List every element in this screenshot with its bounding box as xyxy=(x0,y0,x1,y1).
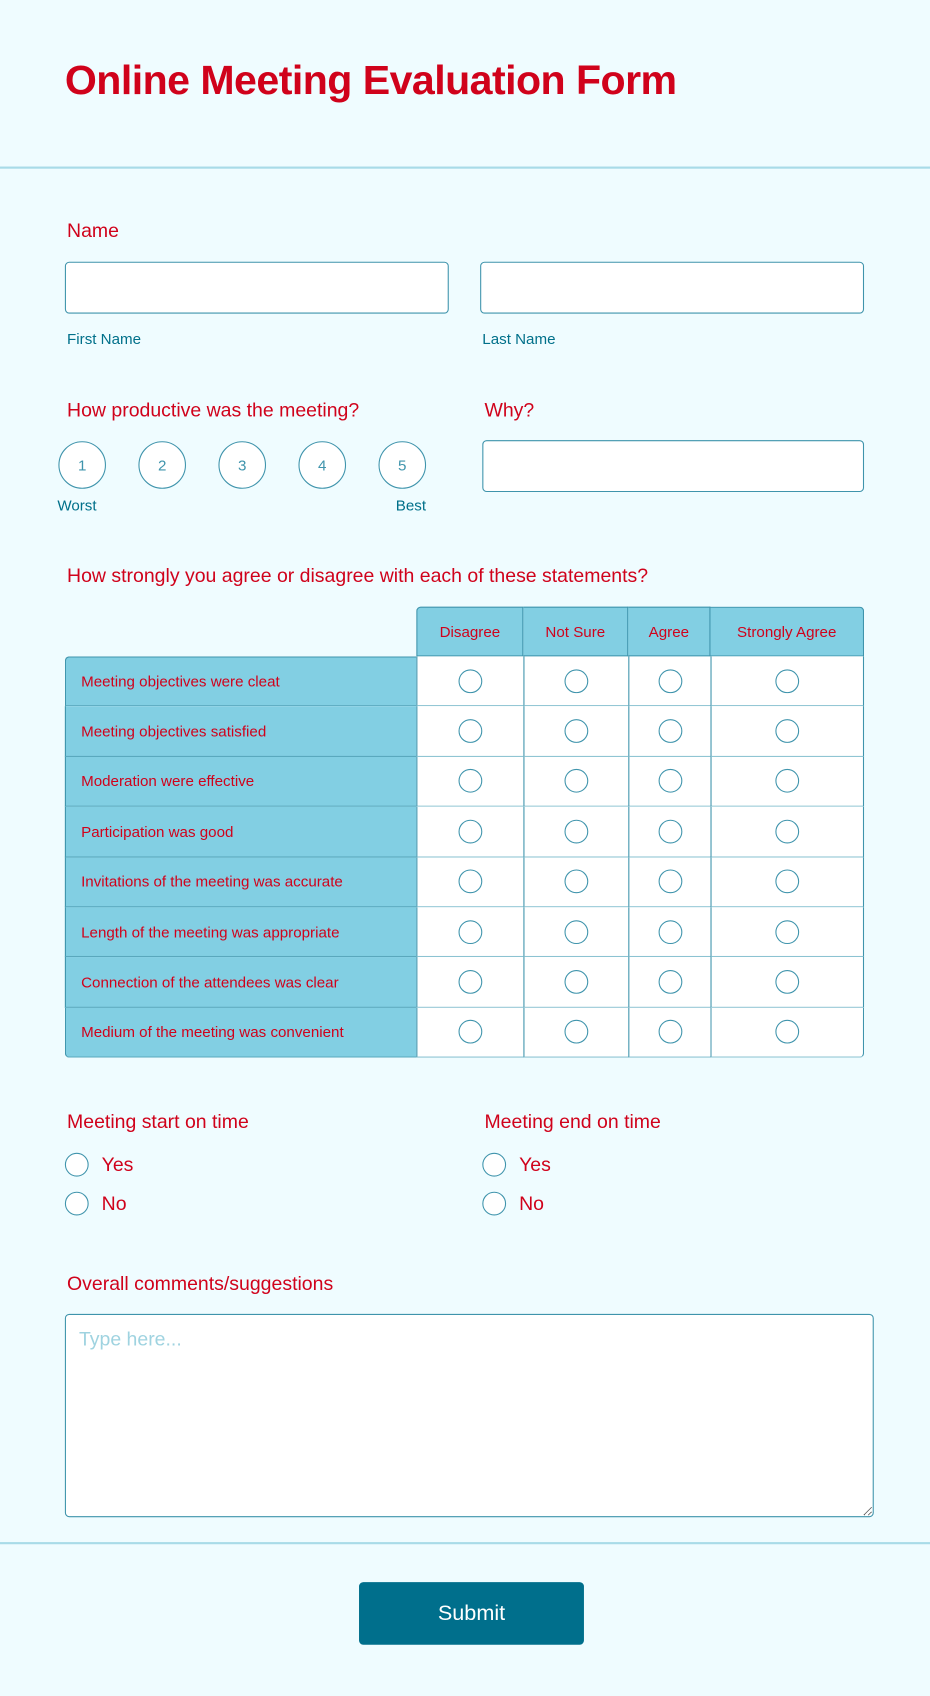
radio-icon[interactable] xyxy=(459,669,483,693)
matrix-cell[interactable] xyxy=(416,957,523,1007)
matrix-row xyxy=(65,757,864,807)
radio-icon[interactable] xyxy=(775,719,799,743)
row-label: Medium of the meeting was convenient xyxy=(65,1008,416,1058)
radio-icon[interactable] xyxy=(775,870,799,894)
end-yes-option[interactable]: Yes xyxy=(482,1153,551,1177)
radio-icon[interactable] xyxy=(564,1020,588,1044)
comments-textarea[interactable] xyxy=(65,1314,874,1517)
radio-icon[interactable] xyxy=(658,820,682,844)
agreement-matrix xyxy=(65,607,864,1058)
matrix-label: How strongly you agree or disagree with each of these statements? xyxy=(67,564,649,587)
rating-min-label: Worst xyxy=(57,496,97,514)
productive-label: How productive was the meeting? xyxy=(67,399,360,421)
row-label: Moderation were effective xyxy=(65,757,416,807)
column-header: Strongly Agree xyxy=(710,607,864,657)
matrix-cell[interactable] xyxy=(416,757,523,807)
start-on-time-label: Meeting start on time xyxy=(67,1110,249,1133)
radio-icon[interactable] xyxy=(658,769,682,793)
end-on-time-label: Meeting end on time xyxy=(484,1110,661,1133)
matrix-cell[interactable] xyxy=(628,857,710,907)
matrix-cell[interactable] xyxy=(416,907,523,957)
radio-icon[interactable] xyxy=(658,870,682,894)
radio-icon[interactable] xyxy=(564,669,588,693)
radio-icon[interactable] xyxy=(459,920,483,944)
matrix-cell[interactable] xyxy=(710,707,864,757)
radio-icon[interactable] xyxy=(459,970,483,994)
radio-icon[interactable] xyxy=(658,1020,682,1044)
matrix-cell[interactable] xyxy=(710,656,864,706)
matrix-cell[interactable] xyxy=(523,957,628,1007)
radio-icon[interactable] xyxy=(564,719,588,743)
end-no-option[interactable]: No xyxy=(482,1192,544,1216)
radio-icon[interactable] xyxy=(459,719,483,743)
matrix-cell[interactable] xyxy=(523,907,628,957)
column-header: Agree xyxy=(628,607,710,657)
matrix-row xyxy=(65,656,864,706)
row-label: Connection of the attendees was clear xyxy=(65,957,416,1007)
radio-icon[interactable] xyxy=(482,1192,506,1216)
matrix-cell[interactable] xyxy=(628,807,710,857)
matrix-cell[interactable] xyxy=(628,1008,710,1058)
radio-icon[interactable] xyxy=(775,769,799,793)
matrix-row xyxy=(65,907,864,957)
matrix-cell[interactable] xyxy=(628,707,710,757)
row-label: Invitations of the meeting was accurate xyxy=(65,857,416,907)
rating-option-2[interactable]: 2 xyxy=(138,441,186,489)
row-label: Length of the meeting was appropriate xyxy=(65,907,416,957)
matrix-cell[interactable] xyxy=(710,1008,864,1058)
row-label: Meeting objectives were cleat xyxy=(65,656,416,706)
matrix-row xyxy=(65,957,864,1007)
radio-icon[interactable] xyxy=(775,669,799,693)
last-name-input[interactable] xyxy=(480,262,864,314)
matrix-cell[interactable] xyxy=(523,857,628,907)
column-header: Disagree xyxy=(416,607,523,657)
rating-option-1[interactable]: 1 xyxy=(58,441,106,489)
matrix-cell[interactable] xyxy=(523,1008,628,1058)
rating-option-4[interactable]: 4 xyxy=(298,441,346,489)
form-title: Online Meeting Evaluation Form xyxy=(64,58,677,104)
rating-option-5[interactable]: 5 xyxy=(378,441,426,489)
matrix-cell[interactable] xyxy=(628,957,710,1007)
matrix-row xyxy=(65,707,864,757)
matrix-cell[interactable] xyxy=(628,757,710,807)
radio-icon[interactable] xyxy=(459,870,483,894)
radio-icon[interactable] xyxy=(775,920,799,944)
start-yes-option[interactable]: Yes xyxy=(65,1153,134,1177)
matrix-cell[interactable] xyxy=(710,807,864,857)
name-label: Name xyxy=(67,219,119,242)
row-label: Participation was good xyxy=(65,807,416,857)
radio-icon[interactable] xyxy=(65,1192,89,1216)
matrix-row xyxy=(65,857,864,907)
radio-icon[interactable] xyxy=(564,920,588,944)
radio-icon[interactable] xyxy=(775,970,799,994)
radio-icon[interactable] xyxy=(564,820,588,844)
radio-icon[interactable] xyxy=(775,1020,799,1044)
matrix-cell[interactable] xyxy=(523,807,628,857)
start-no-option[interactable]: No xyxy=(65,1192,127,1216)
why-label: Why? xyxy=(484,399,535,421)
matrix-cell[interactable] xyxy=(710,757,864,807)
first-name-input[interactable] xyxy=(65,262,449,314)
matrix-row xyxy=(65,807,864,857)
header-divider xyxy=(0,167,930,169)
radio-icon[interactable] xyxy=(482,1153,506,1177)
rating-option-3[interactable]: 3 xyxy=(218,441,266,489)
radio-icon[interactable] xyxy=(775,820,799,844)
why-input[interactable] xyxy=(482,440,864,492)
radio-icon[interactable] xyxy=(564,970,588,994)
matrix-cell[interactable] xyxy=(416,707,523,757)
matrix-cell[interactable] xyxy=(416,1008,523,1058)
comments-label: Overall comments/suggestions xyxy=(67,1272,334,1295)
matrix-cell[interactable] xyxy=(523,707,628,757)
row-label: Meeting objectives satisfied xyxy=(65,707,416,757)
matrix-cell[interactable] xyxy=(628,656,710,706)
matrix-cell[interactable] xyxy=(710,907,864,957)
matrix-cell[interactable] xyxy=(628,907,710,957)
footer-divider xyxy=(0,1542,930,1544)
radio-icon[interactable] xyxy=(658,920,682,944)
last-name-sublabel: Last Name xyxy=(482,329,556,348)
matrix-cell[interactable] xyxy=(710,857,864,907)
radio-icon[interactable] xyxy=(65,1153,89,1177)
matrix-cell[interactable] xyxy=(523,656,628,706)
submit-button[interactable]: Submit xyxy=(359,1582,584,1645)
radio-icon[interactable] xyxy=(459,1020,483,1044)
radio-icon[interactable] xyxy=(658,970,682,994)
matrix-cell[interactable] xyxy=(416,857,523,907)
matrix-cell[interactable] xyxy=(416,807,523,857)
radio-icon[interactable] xyxy=(564,769,588,793)
radio-icon[interactable] xyxy=(658,669,682,693)
radio-icon[interactable] xyxy=(658,719,682,743)
matrix-cell[interactable] xyxy=(416,656,523,706)
first-name-sublabel: First Name xyxy=(67,329,142,348)
radio-icon[interactable] xyxy=(459,820,483,844)
radio-icon[interactable] xyxy=(564,870,588,894)
rating-max-label: Best xyxy=(395,496,427,514)
matrix-cell[interactable] xyxy=(523,757,628,807)
column-header: Not Sure xyxy=(523,607,628,657)
radio-icon[interactable] xyxy=(459,769,483,793)
matrix-cell[interactable] xyxy=(710,957,864,1007)
matrix-row xyxy=(65,1008,864,1058)
